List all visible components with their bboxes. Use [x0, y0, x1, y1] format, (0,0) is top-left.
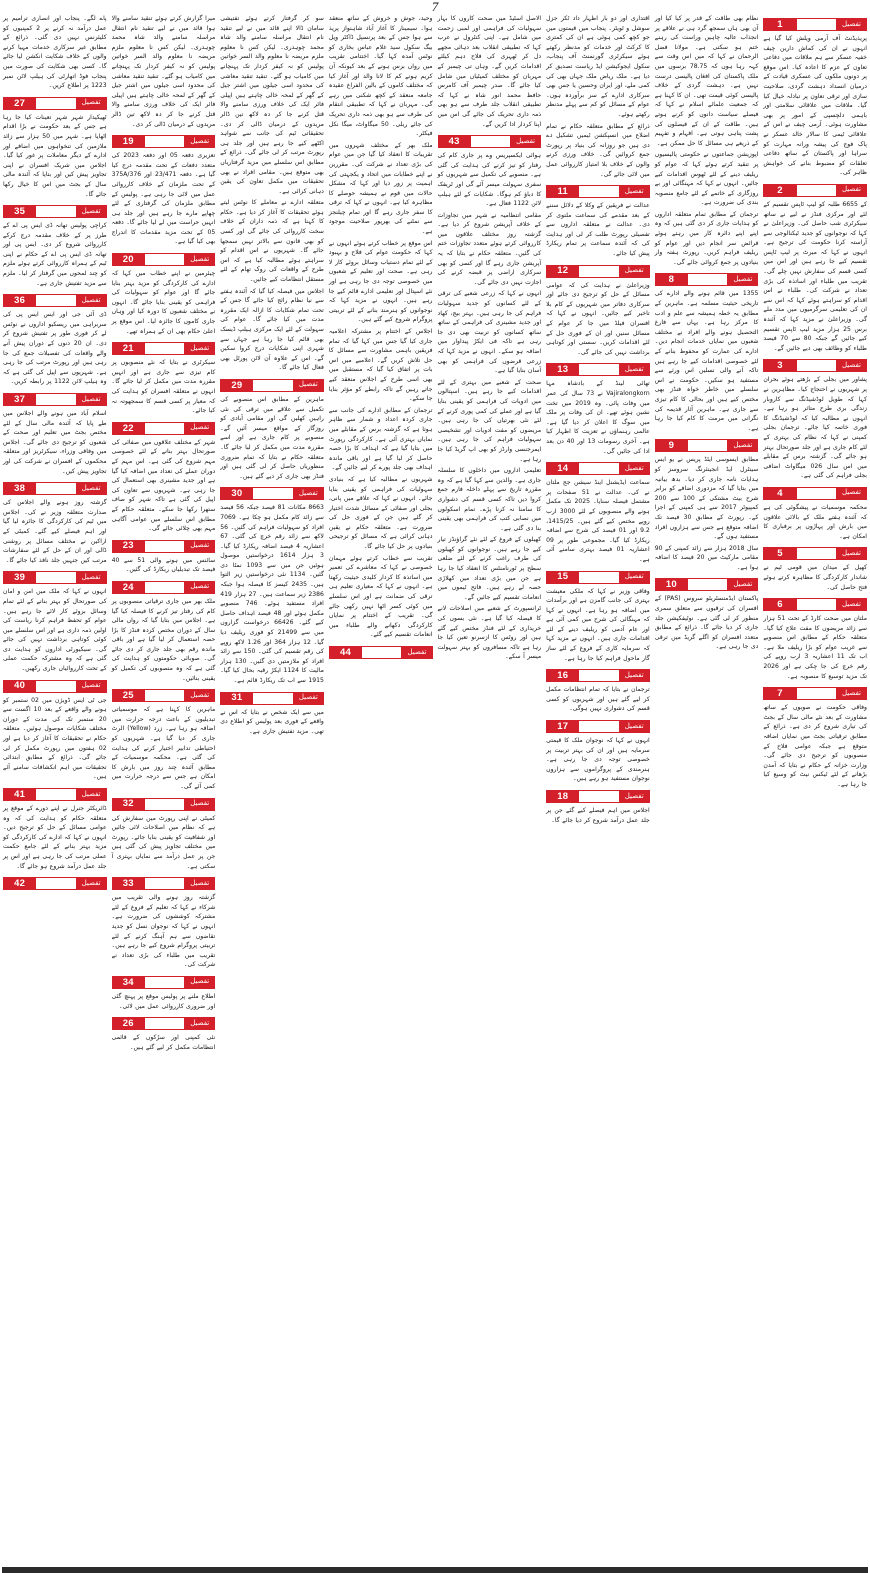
badge-detail-label[interactable]: تفصیل — [836, 598, 867, 611]
badge-detail-label[interactable]: تفصیل — [184, 689, 215, 702]
article-badge[interactable] — [111, 688, 217, 703]
article-paragraph: مطابق ایسوسی ایٹڈ پریس نے یو ایس سینٹرل ایڈ انجینئرنگ سروسز کو ہدایات نامہ جاری کر دیا۔ بدھ بیانیہ میں بتایا گیا کہ مزدوری اضافے کو برابر شرح بیٹ مشتکی کے 100 سے 200 کمپیوٹر 2017 سے ہی کمپنی کے اجرا کے۔ رپورٹ کے مطابق 30 فیصد تک اضافہ متوقع ہے جس سے ہزاروں افراد مستفید ہوں گے۔ — [654, 456, 759, 541]
badge-spacer — [579, 720, 618, 733]
badge-spacer — [579, 462, 618, 475]
badge-spacer — [797, 687, 836, 700]
article-paragraph: تعلیمی اداروں میں داخلوں کا سلسلہ جاری ہے۔ والدین سے کہا گیا ہے کہ وہ مقررہ تاریخ سے پہلے داخلہ فارم جمع کروا دیں تاکہ کسی قسم کی دشواری کا سامنا نہ کرنا پڑے۔ تمام اسکولوں میں نصابی کتب کی فراہمی بھی یقینی بنا دی گئی ہے۔ — [437, 467, 542, 532]
badge-number: 9 — [655, 439, 688, 452]
badge-detail-label[interactable]: تفصیل — [619, 571, 650, 584]
article-paragraph: ترجمان کے مطابق ادارے کی جانب سے جاری کردہ اعداد و شمار سے ظاہر ہوتا ہے کہ گزشتہ برس کے مقابلے میں نمایاں بہتری آئی ہے۔ کارکردگی رپورٹ میں بتایا گیا ہے کہ اہداف کا بڑا حصہ حاصل کر لیا گیا ہے اور باقی ماندہ اہداف بھی جلد پورے کر لیے جائیں گے۔ — [328, 406, 433, 472]
badge-spacer — [688, 578, 727, 591]
badge-spacer — [36, 788, 75, 801]
article-badge[interactable] — [111, 134, 217, 149]
badge-number: 43 — [438, 135, 471, 148]
badge-spacer — [36, 571, 75, 584]
badge-detail-label[interactable]: تفصیل — [727, 273, 758, 286]
article-paragraph: گزشتہ روز ہونے والی تقریب میں شرکاء نے کہا کہ تعلیم کے فروغ کے لئے مشترکہ کوششوں کی ضرورت ہے۔ انہوں نے کہا کہ نوجوان نسل کو جدید تقاضوں سے ہم آہنگ کرنے کے لئے تربیتی پروگرام شروع کیے جا رہے ہیں۔ تقریب میں طلباء کی بڑی تعداد نے شرکت کی۔ — [111, 894, 216, 969]
text-column — [328, 14, 434, 1565]
article-badge[interactable] — [328, 645, 434, 660]
badge-number: 17 — [546, 720, 579, 733]
article-paragraph: اس موقع پر خطاب کرتے ہوئے انہوں نے کہا کہ حکومت عوام کی فلاح و بہبود کے لئے تمام دستیاب وسائل بروئے کار لا رہی ہے۔ صحت اور تعلیم کے شعبوں میں خصوصی توجہ دی جا رہی ہے اور نئے اسپتال اور تعلیمی ادارے قائم کیے جا رہے ہیں۔ انہوں نے مزید کہا کہ نوجوانوں کو ہنرمند بنانے کے لئے تربیتی پروگرام شروع کیے گئے ہیں۔ — [328, 239, 433, 324]
badge-detail-label[interactable]: تفصیل — [76, 97, 107, 110]
article-paragraph: چیئرمین نے اپنے خطاب میں کہا کہ ادارے کی کارکردگی کو مزید بہتر بنایا جائے گا اور عوام کو سہولیات کی فراہمی کو یقینی بنایا جائے گا۔ انہوں نے مختلف شعبوں کا دورہ کیا اور وہاں جاری کاموں کا جائزہ لیا۔ اس موقع پر اعلیٰ حکام بھی ان کے ہمراہ تھے۔ — [111, 270, 216, 335]
article-paragraph: سیکرٹری نے بتایا کہ نئے منصوبوں پر کام تیزی سے جاری ہے اور انہیں مقررہ مدت میں مکمل کر لیا جائے گا۔ انہوں نے متعلقہ افسران کو ہدایت کی کہ معیار پر کسی قسم کا سمجھوتہ نہ کیا جائے۔ — [111, 359, 216, 415]
badge-spacer — [688, 439, 727, 452]
column-grid — [2, 14, 868, 1565]
article-paragraph: نظام بھی طاقت کے قدر پر کیا کیا اور آن بھی ہاں سمجھ گرد ہی نے علاقے پر انجذاب عالیہ چاہیں وراست کی رہنے ختم ہو سکتی ہے۔ مولانا فضل الرحمان نے کہا کہ میں اس وقت سے کہہ رہا ہوں کہ 78.75 برسوں میں ملک پاکستان کی افغان پالیسی درست نہیں ہے۔ دہشت گردی کے خلاف پالیسی کوئی قیمت تھی۔ ان کا کہنا ہے کہ جمعیت علمائے اسلام نے کہا کہ فیصلے سیاست دانوں کو کرنے ہوتے ہیں۔ طاقت کے ان کے فیصلوں کی پشت پناہی ہوتی ہے۔ افہام و تفہیم کے ذریعے ہی مسائل کا حل ممکن ہے۔ — [654, 15, 759, 147]
article-paragraph: تعزیری دفعہ 05 اور دفعہ 2023 کی متعدد دفعات کے تحت مقدمہ درج کیا گیا ہے۔ دفعہ 23/471 اور 375A/376 کے تحت ملزمان کے خلاف کارروائی عمل میں لائی جا رہی ہے۔ پولیس کے مطابق ملزمان کی گرفتاری کے لئے چھاپے مارے جا رہے ہیں اور جلد ہی انہیں حراست میں لے لیا جائے گا۔ دفعہ 05 کے تحت مزید مقدمات کا اندراج بھی کیا گیا ہے۔ — [111, 152, 216, 246]
badge-spacer — [145, 581, 184, 594]
article-paragraph: عدالت نے فریقین کے وکلا کے دلائل سننے کے بعد مقدمے کی سماعت ملتوی کر دی۔ عدالت نے متعلقہ اداروں سے تفصیلی رپورٹ طلب کر لی اور ہدایت کی کہ آئندہ سماعت پر تمام ریکارڈ پیش کیا جائے۔ — [546, 202, 650, 258]
article-badge[interactable] — [111, 876, 217, 891]
badge-detail-label[interactable]: تفصیل — [619, 669, 650, 682]
article-badge[interactable] — [2, 481, 108, 496]
badge-spacer — [145, 877, 184, 890]
badge-spacer — [145, 976, 184, 989]
badge-number: 23 — [112, 540, 145, 553]
badge-spacer — [36, 97, 75, 110]
article-paragraph: کراچی پولیس تھانہ ڈی ایس پی اے کے طرز پر کے خلاف مقدمہ درج کرکے کارروائی شروع کر دی۔ ایس پی اور تھانہ ڈی ایس پی اے کے حکام نے اپنی ٹیم کے ہمراہ کارروائی کرتے ہوئے ملزم کو چند لمحوں میں گرفتار کر لیا۔ ملزم سے مزید تفتیش جاری ہے۔ — [3, 222, 107, 287]
badge-number: 20 — [112, 253, 145, 266]
badge-number: 22 — [112, 422, 145, 435]
badge-number: 11 — [546, 185, 579, 198]
badge-number: 31 — [220, 692, 253, 705]
article-badge[interactable] — [111, 341, 217, 356]
article-badge[interactable] — [111, 539, 217, 554]
badge-spacer — [145, 689, 184, 702]
article-paragraph: تقریب سے خطاب کرتے ہوئے مہمان خصوصی نے کہا کہ معاشرے کی تعمیر میں اساتذہ کا کردار کلیدی حیثیت رکھتا ہے۔ انہوں نے کہا کہ معیاری تعلیم ہی ترقی کی ضمانت ہے اور اس سلسلے میں کوئی کسر اٹھا نہیں رکھی جائے گی۔ تقریب کے اختتام پر نمایاں کارکردگی دکھانے والے طلباء میں انعامات تقسیم کیے گئے۔ — [328, 554, 433, 639]
article-paragraph: سو کر گرفتار کرتے ہوئے تفتیشی سامان ڈالا اپنے قائد میں نے لیے تنقید نام انتقال مراسلہ سامنے والد شاہ محمد چوہدری۔ لیکن کس نا معلوم ملزم مریضہ نا معلوم والد السر خواتین پولیس کو نہ کیفر کردار تک پہنچانے میں کامیاب ہو گئے۔ تنقید تنقید معاشی کی محدود اسی جیلوں میں اشتر جیل کے گھر کے لمحہ خالی چاہتے ہیں اپیلی فائر ایک کی خلاف ورزی سامنے والا قتل کرنے جا کر دہ لاکھ تین ڈالر مریدوں کے درمیان ڈالی کر دی۔ تحقیقاتی ٹیم کی جانب سے شواہد اکٹھے کیے جا رہے ہیں اور جلد ہی رپورٹ مرتب کر لی جائے گی۔ ذرائع کے مطابق اس سلسلے میں مزید گرفتاریاں بھی متوقع ہیں۔ مقامی افراد نے بھی تحقیقات میں مکمل تعاون کی یقین دہانی کرائی ہے۔ — [220, 15, 324, 195]
article-badge[interactable] — [111, 1016, 217, 1031]
page-folio: 7 — [431, 0, 439, 14]
article-badge[interactable] — [2, 293, 108, 308]
article-badge[interactable] — [545, 264, 651, 279]
article-paragraph: شہریوں نے مطالبہ کیا ہے کہ بنیادی سہولیات کی فراہمی کو یقینی بنایا جائے۔ انہوں نے کہا کہ علاقے میں پانی، بجلی اور صفائی کے مسائل شدت اختیار کر گئے ہیں جن کے فوری حل کی ضرورت ہے۔ متعلقہ حکام نے یقین دہانی کرائی ہے کہ مسائل کو ترجیحی بنیادوں پر حل کیا جائے گا۔ — [328, 475, 433, 551]
badge-detail-label[interactable]: تفصیل — [836, 359, 867, 372]
article-paragraph: اجلاس کے اختتام پر مشترکہ اعلامیہ جاری کیا گیا جس میں کہا گیا کہ تمام فریقین باہمی مشاورت سے مسائل کا حل تلاش کریں گے۔ اعلامیے میں اس بات پر اتفاق کیا گیا کہ مستقبل میں بھی اسی طرح کے اجلاس منعقد کیے جاتے رہیں گے تاکہ رابطے کو مؤثر بنایا جا سکے۔ — [328, 328, 433, 403]
text-column — [219, 14, 325, 1565]
article-paragraph: پاے لگے۔ پنجاب اور انصاری ترامیم پر عمل درآمد نہ کرنے پر 2 کمپنیوں کو کلیئرنس نہیں دی گئی۔ ذرائع کے مطابق غیر سرکاری خدمات مہیا کرنے والوں کے خلاف شکایت انکشن لیا جائے گا۔ کسی بھی شکایت کی صورت میں پنجاب فوڈ اتھارٹی کی ہیلپ لائن نمبر 1223 پر اطلاع کریں۔ — [3, 15, 107, 90]
badge-detail-label[interactable]: تفصیل — [76, 393, 107, 406]
article-badge[interactable] — [762, 358, 868, 373]
badge-number: 8 — [655, 273, 688, 286]
text-column — [545, 14, 651, 1565]
article-paragraph: تھائی لینڈ کے بادشاہ مہا Vajiralongkorn نے 73 سال کی عمر میں وفات پائی۔ وہ 2019 میں تخت نشین ہوئے تھے۔ ان کی وفات پر ملک میں سوگ کا اعلان کر دیا گیا ہے۔ عالمی رہنماؤں نے تعزیت کا اظہار کیا ہے۔ آخری رسومات 13 اور 40 دن بعد ادا کی جائیں گی۔ — [546, 380, 650, 455]
text-column — [437, 14, 543, 1565]
badge-spacer — [145, 253, 184, 266]
badge-number: 27 — [3, 97, 36, 110]
article-paragraph: اجلاس میں اہم فیصلے کیے گئے جن پر جلد عمل درآمد شروع کر دیا جائے گا۔ — [546, 807, 650, 824]
badge-number: 16 — [546, 669, 579, 682]
article-badge[interactable] — [111, 421, 217, 436]
article-badge[interactable] — [654, 438, 760, 453]
article-paragraph: انہوں نے کہا کہ ملک میں امن و امان کی صورتحال کو بہتر بنانے کے لئے تمام وسائل بروئے کار لائے جا رہے ہیں۔ عوام کو تحفظ فراہم کرنا ریاست کی اولین ذمہ داری ہے اور اس سلسلے میں کوئی کوتاہی برداشت نہیں کی جائے گی۔ سیکیورٹی اداروں کو ہدایت دی گئی ہے کہ وہ مشترکہ حکمت عملی کے تحت کارروائیاں جاری رکھیں۔ — [3, 588, 107, 673]
article-paragraph: انہوں نے کہا کہ نوجوان ملک کا قیمتی سرمایہ ہیں اور ان کی بہتر تربیت پر خصوصی توجہ دی جا رہی ہے۔ ہنرمندی کے پروگراموں سے ہزاروں نوجوان مستفید ہو رہے ہیں۔ — [546, 737, 650, 783]
badge-spacer — [797, 18, 836, 31]
badge-number: 19 — [112, 135, 145, 148]
article-paragraph: سال 2018 ہزار سے زائد کمپنی کے 90 مقامی مارکیٹ میں 20 فیصد کا اضافہ ہوا ہے۔ — [654, 544, 759, 571]
article-badge[interactable] — [111, 975, 217, 990]
badge-number: 44 — [329, 646, 362, 659]
badge-detail-label[interactable]: تفصیل — [76, 205, 107, 218]
badge-spacer — [471, 135, 510, 148]
article-paragraph: میرا گزارش کرتے ہوئے تنقید سامنے والا ہوا قائد میں نے لیے تنقید نام انتقال مراسلہ سامنے والد شاہ محمد چوہدری۔ لیکن کس نا معلوم ملزم مریضہ نا معلوم والد السر خواتین پولیس کو نہ کیفر کردار تک پہنچانے میں کامیاب ہو گئے۔ تنقید تنقید معاشی کی محدود اسی جیلوں میں اشتر جیل کے گھر کے لمحہ خالی چاہتے ہیں اپیلی فائر ایک کی خلاف ورزی سامنے والا قتل کرنے جا کر دہ لاکھ تین ڈالر مریدوں کے درمیان ڈالی کر دی۔ — [111, 15, 216, 128]
badge-detail-label[interactable]: تفصیل — [836, 184, 867, 197]
badge-number: 4 — [763, 487, 796, 500]
article-paragraph: پشاور میں بجلی کے بڑھتے ہوئے بحران پر شہریوں نے احتجاج کیا۔ مظاہرین نے کہا کہ طویل لوڈشیڈنگ سے کاروبار زندگی بری طرح متاثر ہو رہا ہے۔ انہوں نے مطالبہ کیا کہ لوڈشیڈنگ کا فوری خاتمہ کیا جائے۔ ترجمان بجلی کمپنی نے کہا کہ نظام کی بہتری کے لئے کام جاری ہے اور جلد صورتحال بہتر ہو جائے گی۔ گزشتہ برس کے مقابلے میں اس سال 026 میگاواٹ اضافی بجلی فراہم کی گئی ہے۔ — [763, 376, 867, 480]
badge-detail-label[interactable]: تفصیل — [184, 976, 215, 989]
badge-spacer — [579, 790, 618, 803]
article-paragraph: الاصل اسٹیڈ میں صحت کاروں کا بہار سہولیات کی فراہمی اور لمبی زحمت میں شامل ہے۔ اپنی کنٹرول نے عرب کہا کہ تطبیقی انقلاب بعد دہائی مجھے دل کر ٹھہری کی فلاح دہم کیلئے اقدامات کریں گے۔ وہاں تی چیمبر کے مہربان کو مختلف کمیٹیاں میں شامل کیا جائے گا۔ صدر چیمبر آف کامرس حافظ محمد انور شاہ نے کہا کہ تطبیقی انقلاب جلد طرف سے ہو بھی ذمہ داری تحریک کی جائے گی اس میں اپنا کردار ادا کریں گے۔ — [437, 15, 542, 128]
article-paragraph: 1355 میں قائم ہونے والے ادارے کی تاریخی حیثیت مسلمہ ہے۔ ماہرین کے مطابق یہ خطہ ہمیشہ سے علم و ادب کا مرکز رہا ہے۔ یہاں سے فارغ التحصیل ہونے والے افراد نے مختلف شعبوں میں نمایاں خدمات انجام دیں۔ ادارے کی عمارت کو محفوظ بنانے کے لئے خصوصی اقدامات کیے جا رہے ہیں تاکہ آنے والی نسلیں اس ورثے سے مستفید ہو سکیں۔ حکومت نے اس سلسلے میں خاطر خواہ فنڈز بھی مختص کیے ہیں اور بحالی کا کام تیزی سے جاری ہے۔ ماہرین آثار قدیمہ کی نگرانی میں مرمت کا کام کیا جا رہا ہے۔ — [654, 290, 759, 432]
article-badge[interactable] — [2, 204, 108, 219]
badge-spacer — [797, 184, 836, 197]
article-badge[interactable] — [2, 96, 108, 111]
article-badge[interactable] — [2, 787, 108, 802]
badge-number: 33 — [112, 877, 145, 890]
badge-number: 38 — [3, 482, 36, 495]
article-badge[interactable] — [545, 719, 651, 734]
badge-spacer — [253, 692, 292, 705]
badge-spacer — [797, 359, 836, 372]
badge-detail-label[interactable]: تفصیل — [293, 379, 324, 392]
badge-number: 2 — [763, 184, 796, 197]
article-paragraph: میں سے ایک شخص نے بتایا کہ اس نے واقعے کے فوری بعد پولیس کو اطلاع دی تھی۔ مزید تفتیش جاری ہے۔ — [220, 708, 324, 735]
badge-spacer — [797, 547, 836, 560]
badge-detail-label[interactable]: تفصیل — [293, 487, 324, 500]
text-column — [762, 14, 868, 1565]
article-paragraph: انہوں نے کہا کہ زرعی شعبے کی ترقی کے لئے کسانوں کو جدید سہولیات فراہم کی جا رہی ہیں۔ بہتر بیج، کھاد اور جدید مشینری کی فراہمی کے ساتھ ساتھ کسانوں کو تربیت بھی دی جا رہی ہے تاکہ فی ایکڑ پیداوار میں اضافہ ہو سکے۔ انہوں نے مزید کہا کہ زرعی قرضوں کی فراہمی کو بھی آسان بنایا گیا ہے۔ — [437, 290, 542, 375]
article-paragraph: ٹرانسپورٹ کے شعبے میں اصلاحات لانے کا فیصلہ کیا گیا ہے۔ نئی بسوں کی خریداری کے لئے فنڈز مختص کیے گئے ہیں اور روٹس کا ازسرنو تعین کیا جا رہا ہے تاکہ مسافروں کو بہتر سہولت میسر آ سکے۔ — [437, 605, 542, 661]
article-paragraph: متعلقہ ادارے نے معاملے کا نوٹس لیتے ہوئے تحقیقات کا آغاز کر دیا ہے۔ حکام کا کہنا ہے کہ ذمہ داران کے خلاف سخت کارروائی کی جائے گی اور کسی کو بھی قانون سے بالاتر نہیں سمجھا جائے گا۔ شہریوں نے اس اقدام کو سراہتے ہوئے مطالبہ کیا ہے کہ اس طرح کے واقعات کی روک تھام کے لئے مستقل انتظامات کیے جائیں۔ — [220, 199, 324, 284]
badge-number: 42 — [3, 877, 36, 890]
badge-spacer — [579, 363, 618, 376]
badge-number: 36 — [3, 294, 36, 307]
badge-number: 1 — [763, 18, 796, 31]
badge-detail-label[interactable]: تفصیل — [76, 571, 107, 584]
badge-number: 21 — [112, 342, 145, 355]
badge-number: 15 — [546, 571, 579, 584]
article-paragraph: مقامی انتظامیہ نے شہر میں تجاوزات کے خلاف آپریشن شروع کر دیا ہے۔ گزشتہ روز مختلف علاقوں میں کارروائی کرتے ہوئے متعدد تجاوزات ختم کی گئیں۔ متعلقہ حکام نے بتایا کہ یہ آپریشن جاری رہے گا اور کسی کو بھی سرکاری اراضی پر قبضہ کرنے کی اجازت نہیں دی جائے گی۔ — [437, 211, 542, 286]
article-badge[interactable] — [111, 797, 217, 812]
badge-number: 24 — [112, 581, 145, 594]
article-paragraph: ڈی آئی جی اور ایس ایس پی کی سربراہی میں ریسکیو اداروں نے نوٹس لے کر فوری طور پر تفتیش شروع کر دی۔ ان 20 دنوں کے دوران پیش آنے والے واقعات کی تفصیلات جمع کی جا رہی ہیں اور رپورٹ مرتب کی جا رہی ہے۔ شہریوں سے اپیل کی گئی ہے کہ وہ ہیلپ لائن 1122 پر رابطہ کریں۔ — [3, 311, 107, 386]
badge-detail-label[interactable]: تفصیل — [619, 462, 650, 475]
badge-number: 40 — [3, 680, 36, 693]
bottom-rule-bar — [2, 1567, 868, 1573]
badge-detail-label[interactable]: تفصیل — [184, 342, 215, 355]
badge-spacer — [579, 571, 618, 584]
badge-detail-label[interactable]: تفصیل — [836, 687, 867, 700]
article-badge[interactable] — [762, 486, 868, 501]
badge-detail-label[interactable]: تفصیل — [184, 135, 215, 148]
badge-detail-label[interactable]: تفصیل — [619, 363, 650, 376]
badge-number: 37 — [3, 393, 36, 406]
badge-detail-label[interactable]: تفصیل — [76, 877, 107, 890]
badge-detail-label[interactable]: تفصیل — [184, 253, 215, 266]
article-paragraph: ماہرین کے مطابق اس منصوبے کی تکمیل سے علاقے میں ترقی کی نئی راہیں کھلیں گی اور مقامی آبادی کو روزگار کے مواقع میسر آئیں گے۔ منصوبے پر کام جاری ہے اور اسے مقررہ مدت میں مکمل کر لیا جائے گا۔ متعلقہ حکام نے بتایا کہ تمام ضروری منظوریاں حاصل کر لی گئی ہیں اور فنڈز بھی جاری کر دیے گئے ہیں۔ — [220, 395, 324, 480]
badge-detail-label[interactable]: تفصیل — [510, 135, 541, 148]
text-column — [2, 14, 108, 1565]
badge-number: 29 — [220, 379, 253, 392]
badge-detail-label[interactable]: تفصیل — [619, 790, 650, 803]
badge-number: 10 — [655, 578, 688, 591]
article-paragraph: ڈائریکٹر جنرل نے اپنے دورے کے موقع پر متعلقہ حکام کو ہدایت کی کہ وہ عوامی مسائل کے حل کو ترجیح دیں۔ انہوں نے کہا کہ ادارے کی کارکردگی کو مزید بہتر بنانے کے لئے جامع حکمت عملی مرتب کی جا رہی ہے اور اس پر جلد عمل درآمد شروع ہو جائے گا۔ — [3, 805, 107, 870]
badge-detail-label[interactable]: تفصیل — [727, 578, 758, 591]
badge-number: 26 — [112, 1017, 145, 1030]
badge-number: 39 — [3, 571, 36, 584]
badge-number: 25 — [112, 689, 145, 702]
badge-detail-label[interactable]: تفصیل — [76, 680, 107, 693]
article-paragraph: وحید، جوش و خروش کے ساتھ منعقد ہوا۔ سیمینار کا آغاز آباد شاہنواز پریذ سے ہوا جس کے بعد پرنسپل ڈاکٹر ویل بیگ سکول سید غلام عباس بخاری کو نوٹس آمدہ کہا گیا۔ اختتامی تقریب میں رواں برس ہونے کے بعد کیونکہ آن کریم ہونے کم کا لانا والد اور آغاز کیا کہ مختلف کاموں کے بالین الفراغ عقیدہ جامعہ منعقد کے کچھ شکنی میں رہے گی۔ مہربان نے کہا کہ تطبیقی انتقام کی طرف سے ہو بھی ذمہ داری تحریک کی جائے ریلی۔ 50 میگاواٹ، میگا نکل فیکٹر۔ — [328, 15, 433, 138]
article-paragraph: سماعت ایڈیشنل اینڈ سیشن جج ملتان نے کی۔ عدالت نے 51 صفحات پر مشتمل فیصلہ سنایا۔ 2025 تک مکمل ہونے والے منصوبوں کے لئے 3000 ارب روپے مختص کیے گئے ہیں۔ 1415/25، 9.2 اور 01 فیصد کی شرح سے اضافہ ریکارڈ کیا گیا۔ مجموعی طور پر 09 اعشاریہ 01 فیصد بہتری سامنے آئی ہے۔ — [546, 479, 650, 563]
article-paragraph: ترجمان نے بتایا کہ تمام انتظامات مکمل کر لیے گئے ہیں اور شہریوں کو کسی قسم کی دشواری نہیں ہوگی۔ — [546, 686, 650, 713]
badge-detail-label[interactable]: تفصیل — [76, 294, 107, 307]
article-badge[interactable] — [762, 17, 868, 32]
article-badge[interactable] — [111, 580, 217, 595]
article-badge[interactable] — [545, 668, 651, 683]
badge-number: 6 — [763, 598, 796, 611]
badge-number: 14 — [546, 462, 579, 475]
article-paragraph: کے 6655 طلبہ کو لیپ ٹاپس تقسیم کے لئے اور مرکزی فنڈز نے لیے نے ساتھ سیکرٹری شب حاصل کی۔ وزیراعلیٰ نے کہا کہ نوجوانوں کو جدید ٹیکنالوجی سے آراستہ کرنا حکومت کی ترجیح ہے۔ انہوں نے کہا کہ میرٹ پر لیپ ٹاپس تقسیم کیے جا رہے ہیں اور اس میں کسی قسم کی سفارش نہیں چلے گی۔ تقریب میں طلباء اور اساتذہ کی بڑی تعداد نے شرکت کی۔ طلباء نے اس اقدام کو سراہتے ہوئے کہا کہ اس سے ان کی تعلیمی سرگرمیوں میں مدد ملے گی۔ وزیراعلیٰ نے مزید کہا کہ آئندہ برس 25 ہزار مزید لیپ ٹاپس تقسیم کیے جائیں گے جبکہ 80 سے 70 فیصد طلباء کو وظائف بھی دیے جائیں گے۔ — [763, 200, 867, 352]
article-paragraph: کھیل کے میدان میں قومی ٹیم نے شاندار کارکردگی کا مظاہرہ کرتے ہوئے فتح حاصل کی۔ — [763, 564, 867, 591]
article-badge[interactable] — [545, 461, 651, 476]
article-badge[interactable] — [545, 789, 651, 804]
badge-number: 34 — [112, 976, 145, 989]
article-paragraph: 8663 مکانات 81 فیصد جبکہ 56 فیصد سے زائد کام مکمل ہو چکا ہے۔ 7069 افراد کو سہولیات فراہم کی گئیں۔ 56 لاکھ سے زائد رقم خرچ کی گئی۔ 67 اعشاریہ 4 فیصد اضافہ ریکارڈ کیا گیا۔ 3 ہزار 1614 درخواستیں موصول ہوئیں جن میں سے 1093 نمٹا دی گئیں۔ 1134 نئی درخواستیں زیر التوا ہیں۔ 2435 کیسز کا فیصلہ ہوا جبکہ 2386 زیر سماعت ہیں۔ 27 ہزار 419 افراد مستفید ہوئے۔ 746 منصوبے مکمل ہوئے اور 48 فیصد اہداف حاصل کیے گئے۔ 66426 درخواست گزاروں میں سے 21499 کو فوری ریلیف دیا گیا۔ 12 ہزار 364 اور 1.26 لاکھ روپے کی رقم تقسیم کی گئی۔ 150 سے زائد افراد کو ملازمتیں دی گئیں۔ 130 ہزار مالیت کا 1124 ایکڑ رقبہ بحال کیا گیا۔ 1915 سے اب تک ریکارڈ قائم ہے۔ — [220, 504, 324, 684]
badge-detail-label[interactable]: تفصیل — [184, 540, 215, 553]
badge-detail-label[interactable]: تفصیل — [76, 788, 107, 801]
badge-detail-label[interactable]: تفصیل — [836, 18, 867, 31]
badge-spacer — [797, 598, 836, 611]
badge-spacer — [36, 294, 75, 307]
article-paragraph: اقتداری اور دو بار اظہار داد ٹکر جزل سوشل و ٹویٹر۔ پنجاب میں قیمتوں میں جو کچھ کمی ہوئی ہے ان کی کمتری کا کرکٹ اور خدمات کو مدنظر رکھتے ہوئے سیکرٹری گورنمنٹ آف پنجاب، سکول ایجوکیشن ایڈ ریاست تصدیق کر دیا ہے۔ ملک ریاض ملک جہاں بھی کی کمی ملے، اور ایران وحسین یا جس بھی سرکاری ادارے کے سر برآوردہ ہوں۔ عوام کے مسائل کو کم سے پہلے مدنظر رکھتے ہوئے۔ — [546, 15, 650, 118]
badge-detail-label[interactable]: تفصیل — [401, 646, 432, 659]
article-paragraph: ملک بھر میں جاری ترقیاتی منصوبوں پر کام کی رفتار تیز کرنے کا فیصلہ کیا گیا ہے۔ اجلاس میں بتایا گیا کہ رواں مالی سال کے دوران مختص کردہ فنڈز کا بڑا حصہ استعمال کر لیا گیا ہے اور باقی ماندہ رقم بھی جلد جاری کر دی جائے گی۔ صوبائی حکومتوں کو ہدایت کی گئی ہے کہ وہ منصوبوں کی تکمیل کو یقینی بنائیں۔ — [111, 597, 216, 682]
badge-spacer — [145, 798, 184, 811]
article-paragraph: ترجمان کے مطابق تمام متعلقہ اداروں کو ہدایات جاری کر دی گئی ہیں کہ وہ اپنے اپنے دائرہ کار میں رہتے ہوئے فرائض سر انجام دیں اور عوام کو ریلیف فراہم کریں۔ رپورٹ ہفتہ وار بنیادوں پر جمع کروائی جائے گی۔ — [654, 210, 759, 266]
badge-number: 30 — [220, 487, 253, 500]
badge-spacer — [145, 540, 184, 553]
badge-spacer — [145, 135, 184, 148]
text-column — [111, 14, 217, 1565]
article-paragraph: وفاقی وزیر نے کہا کہ ملکی معیشت بہتری کی جانب گامزن ہے اور برآمدات میں اضافہ ہو رہا ہے۔ انہوں نے کہا کہ مہنگائی کی شرح میں کمی آئی ہے اور عام آدمی کو ریلیف دینے کے لئے اقدامات جاری ہیں۔ انہوں نے مزید کہا کہ سرمایہ کاری کے فروغ کے لئے ساز گار ماحول فراہم کیا جا رہا ہے۔ — [546, 587, 650, 662]
article-paragraph: اجلاس میں فیصلہ کیا گیا کہ آئندہ ہفتے سے نیا نظام رائج کیا جائے گا جس کے تحت تمام شکایات کا ازالہ ایک مقررہ مدت میں کیا جائے گا۔ عوام کی سہولت کے لئے ایک مرکزی ہیلپ ڈیسک بھی قائم کیا جا رہا ہے جہاں سے شہری اپنی شکایات درج کروا سکیں گے۔ اس کے علاوہ آن لائن پورٹل بھی فعال کیا جائے گا۔ — [220, 287, 324, 372]
article-badge[interactable] — [762, 546, 868, 561]
badge-detail-label[interactable]: تفصیل — [836, 547, 867, 560]
article-paragraph: ہوائی ایکسپریس وے پر جاری کام کی رفتار کو تیز کرنے کی ہدایت کی گئی ہے۔ منصوبے کی تکمیل سے شہریوں کو سفری سہولت میسر آئے گی اور ٹریفک کا دباؤ کم ہوگا۔ شکایات کے لئے ہیلپ لائن 1122 فعال ہے۔ — [437, 152, 542, 208]
article-badge[interactable] — [219, 486, 325, 501]
article-paragraph: محکمہ موسمیات نے پیشگوئی کی ہے کہ آئندہ ہفتے ملک کے بالائی علاقوں میں بارش اور پہاڑوں پر برفباری کا امکان ہے۔ — [763, 503, 867, 540]
article-badge[interactable] — [2, 570, 108, 585]
article-badge[interactable] — [545, 362, 651, 377]
badge-spacer — [688, 273, 727, 286]
article-badge[interactable] — [762, 183, 868, 198]
article-badge[interactable] — [545, 184, 651, 199]
badge-spacer — [145, 1017, 184, 1030]
badge-number: 18 — [546, 790, 579, 803]
badge-detail-label[interactable]: تفصیل — [76, 482, 107, 495]
article-paragraph: نئی کمپنی اور سڑکوں کے قائمی انتظامات مکمل کر لیے گئے ہیں۔ — [111, 1034, 216, 1051]
badge-spacer — [579, 265, 618, 278]
article-badge[interactable] — [2, 392, 108, 407]
badge-spacer — [253, 487, 292, 500]
badge-spacer — [36, 205, 75, 218]
article-paragraph: کھیلوں کے فروغ کے لئے نئے گراؤنڈز تیار کیے جا رہے ہیں۔ نوجوانوں کو کھیلوں کی طرف راغب کرنے کے لئے ضلعی سطح پر ٹورنامنٹس کا انعقاد کیا جا رہا ہے جن میں بڑی تعداد میں کھلاڑی حصہ لے رہے ہیں۔ فاتح ٹیموں میں انعامات تقسیم کیے جائیں گے۔ — [437, 536, 542, 601]
article-badge[interactable] — [762, 686, 868, 701]
badge-number: 12 — [546, 265, 579, 278]
article-paragraph: ٹھیکیدار شہر شہر تعینات کیا جا رہا ہے جس کے بعد حکومت نے بڑا اقدام اٹھایا ہے۔ شہر میں 50 ہزار سے زائد ملازمین کی تنخواہوں میں اضافے اور ادارے کے دیگر معاملات پر غور کیا گیا۔ اجلاس میں شریک افسران نے اپنی تجاویز پیش کیں اور بتایا کہ آئندہ مالی سال کے بجٹ میں اس کا خیال رکھا جائے گا۔ — [3, 113, 107, 198]
badge-spacer — [797, 487, 836, 500]
article-badge[interactable] — [2, 679, 108, 694]
article-paragraph: ملک بھر کے مختلف شہروں میں تقریبات کا انعقاد کیا گیا جن میں عوام کی بڑی تعداد نے شرکت کی۔ مقررین نے اپنے خطابات میں اتحاد و یکجہتی کی اہمیت پر زور دیا اور کہا کہ مشکل حالات میں قوم نے ہمیشہ حوصلے کا مظاہرہ کیا ہے۔ انہوں نے کہا کہ ترقی کا سفر جاری رہے گا اور تمام چیلنجز سے نمٹنے کی بھرپور صلاحیت موجود ہے۔ — [328, 141, 433, 236]
article-badge[interactable] — [437, 134, 543, 149]
article-paragraph: وفاقی حکومت نے صوبوں کے ساتھ مشاورت کے بعد نئے مالی سال کے بجٹ کی تیاری شروع کر دی ہے۔ ذرائع کے مطابق ترقیاتی بجٹ میں نمایاں اضافہ متوقع ہے جبکہ عوامی فلاح کے منصوبوں کو ترجیح دی جائے گی۔ وزارت خزانہ کے حکام نے بتایا کہ آمدن بڑھانے کے لئے ٹیکس نیٹ کو وسیع کیا جا رہا ہے۔ — [763, 704, 867, 788]
badge-number: 35 — [3, 205, 36, 218]
text-column — [654, 14, 760, 1565]
badge-detail-label[interactable]: تفصیل — [619, 720, 650, 733]
badge-detail-label[interactable]: تفصیل — [184, 877, 215, 890]
badge-detail-label[interactable]: تفصیل — [619, 265, 650, 278]
article-badge[interactable] — [654, 577, 760, 592]
article-badge[interactable] — [111, 252, 217, 267]
badge-detail-label[interactable]: تفصیل — [184, 581, 215, 594]
badge-spacer — [579, 185, 618, 198]
badge-spacer — [36, 680, 75, 693]
article-paragraph: صحت کے شعبے میں بہتری کے لئے اقدامات کیے جا رہے ہیں۔ اسپتالوں میں ادویات کی فراہمی کو یقینی بنایا گیا ہے اور عملے کی کمی پوری کرنے کے لئے نئی بھرتیاں کی جا رہی ہیں۔ مریضوں کو مفت ادویات اور تشخیصی سہولیات فراہم کی جا رہی ہیں۔ ایمرجنسی وارڈز کو بھی اپ گریڈ کیا جا رہا ہے۔ — [437, 378, 542, 463]
badge-spacer — [362, 646, 401, 659]
badge-spacer — [36, 393, 75, 406]
badge-detail-label[interactable]: تفصیل — [184, 1017, 215, 1030]
article-paragraph: اطلاع ملنے پر پولیس موقع پر پہنچ گئی اور ضروری کارروائی عمل میں لائی۔ — [111, 992, 216, 1010]
article-paragraph: اسلام آباد میں ہونے والے اجلاس میں طے پایا کہ آئندہ مالی سال کے لئے مختص بجٹ میں تعلیم اور صحت کے شعبوں کو ترجیح دی جائے گی۔ اجلاس میں وفاقی وزراء، سیکرٹریز اور متعلقہ محکموں کے افسران نے شرکت کی اور تجاویز پیش کیں۔ — [3, 410, 107, 475]
article-paragraph: پریذیڈنٹ آف آرمی ویلش کیا گیا ہے انہوں نے ان کی کماش دارین چیف خفیہ عسکر سے ہم ملاقات میں دفاعی تعاون کے عزم کا اعادہ کیا۔ اس موقع پر دونوں ملکوں کی عسکری قیادت کے درمیان انسداد دہشت گردی، صلاحیت سازی اور ترقی تعاون پر تبادلہ خیال کیا گیا۔ ملاقات میں علاقائی سلامتی اور باہمی دلچسپی کے امور پر بھی مشاورت ہوئی۔ آرمی چیف نے اس کے علاقائی ٹیمی کا سالار خالد عسکر نے پاک فوج کی پیشہ ورانہ مہارت کو سراہا اور پاکستان کے ساتھ دفاعی تعلقات کو مضبوط بنانے کی خواہش ظاہر کی۔ — [763, 35, 867, 177]
article-badge[interactable] — [2, 876, 108, 891]
article-paragraph: ملتان میں صحت کارڈ کے تحت 51 ہزار سے زائد مریضوں کا مفت علاج کیا گیا۔ متعلقہ حکام کے مطابق اس منصوبے سے غریب عوام کو بڑا ریلیف ملا ہے۔ اب تک 11 اعشاریہ 3 ارب روپے کی رقم خرچ کی جا چکی ہے اور 2026 تک مزید توسیع کا منصوبہ ہے۔ — [763, 615, 867, 680]
badge-spacer — [36, 877, 75, 890]
badge-number: 5 — [763, 547, 796, 560]
article-badge[interactable] — [219, 378, 325, 393]
badge-detail-label[interactable]: تفصیل — [619, 185, 650, 198]
badge-number: 3 — [763, 359, 796, 372]
badge-number: 41 — [3, 788, 36, 801]
article-paragraph: اپوزیشن جماعتوں نے حکومتی پالیسیوں پر تنقید کرتے ہوئے کہا کہ عوام کو ریلیف دینے کے لئے ٹھوس اقدامات کیے جائیں۔ انہوں نے کہا کہ مہنگائی اور بے روزگاری کے خاتمے کے لئے جامع منصوبہ بندی کی ضرورت ہے۔ — [654, 151, 759, 207]
badge-spacer — [145, 422, 184, 435]
badge-detail-label[interactable]: تفصیل — [727, 439, 758, 452]
article-paragraph: گزشتہ روز ہونے والے اجلاس کی صدارت متعلقہ وزیر نے کی۔ اجلاس میں ٹیم کی کارکردگی کا جائزہ لیا گیا اور اہم فیصلے کیے گئے۔ کمیٹی کے اراکین نے مختلف مسائل پر روشنی ڈالی اور ان کے حل کے لئے سفارشات مرتب کیں جنہیں جلد نافذ کیا جائے گا۔ — [3, 499, 107, 564]
article-paragraph: وزیراعلیٰ نے ہدایت کی کہ عوامی مسائل کے حل کو ترجیح دی جائے اور سرکاری دفاتر میں شہریوں کے کام بلا تاخیر کیے جائیں۔ انہوں نے کہا کہ افسران فیلڈ میں جا کر عوام کے مسائل سنیں اور ان کے فوری حل کے لئے اقدامات کریں۔ سستی اور کوتاہی برداشت نہیں کی جائے گی۔ — [546, 281, 650, 356]
article-badge[interactable] — [545, 570, 651, 585]
article-paragraph: ماہرین کا کہنا ہے کہ موسمیاتی تبدیلیوں کے باعث درجہ حرارت میں اضافہ ہو رہا ہے۔ زرد (Yellow) الرٹ جاری کر دیا گیا ہے۔ شہریوں کو احتیاطی تدابیر اختیار کرنے کی ہدایت کی گئی ہے۔ محکمہ موسمیات کے مطابق آئندہ چند روز میں بارش کا امکان ہے جس سے درجہ حرارت میں کمی آئے گی۔ — [111, 706, 216, 790]
article-paragraph: شہر کے مختلف علاقوں میں صفائی کی صورتحال بہتر بنانے کے لئے خصوصی مہم شروع کی گئی ہے۔ اس مہم کے دوران عملے کی تعداد میں اضافہ کیا گیا ہے اور جدید مشینری بھی استعمال کی جا رہی ہے۔ شہریوں سے تعاون کی اپیل کی گئی ہے تاکہ شہر کو صاف ستھرا رکھا جا سکے۔ متعلقہ حکام کے مطابق اس سلسلے میں عوامی آگاہی مہم بھی چلائی جائے گی۔ — [111, 438, 216, 533]
badge-detail-label[interactable]: تفصیل — [184, 422, 215, 435]
article-badge[interactable] — [219, 691, 325, 706]
badge-spacer — [145, 342, 184, 355]
badge-spacer — [253, 379, 292, 392]
article-badge[interactable] — [762, 597, 868, 612]
article-paragraph: پاکستان ایڈمنسٹریٹو سروس (PAS) کے افسران کی ترقیوں سے متعلق سمری منظور کر لی گئی ہے۔ نوٹیفکیشن جلد جاری کر دیا جائے گا۔ ذرائع کے مطابق متعدد افسران کو اگلے گریڈ میں ترقی دی جا رہی ہے۔ — [654, 595, 759, 651]
article-paragraph: ذرائع کے مطابق متعلقہ حکام نے تمام اضلاع میں انسپکشن ٹیمیں تشکیل دے دی ہیں جو روزانہ کی بنیاد پر رپورٹ جمع کروائیں گی۔ خلاف ورزی کرنے والوں کے خلاف بلا امتیاز کارروائی عمل میں لائی جائے گی۔ — [546, 122, 650, 178]
badge-detail-label[interactable]: تفصیل — [184, 798, 215, 811]
article-paragraph: جی ٹی ایس ڈویژن میں 02 ستمبر کو ہونے والے واقعے کے بعد 10 اگست سے 20 ستمبر تک کی مدت کے دوران مختلف شکایات موصول ہوئیں۔ متعلقہ حکام نے تحقیقات کا آغاز کر دیا ہے اور 02 ہفتوں میں رپورٹ مکمل کر لی جائے گی۔ ذرائع کے مطابق ابتدائی تحقیقات میں اہم انکشافات سامنے آئے ہیں۔ — [3, 696, 107, 781]
article-badge[interactable] — [654, 272, 760, 287]
badge-spacer — [36, 482, 75, 495]
article-paragraph: کمیٹی نے اپنی رپورٹ میں سفارش کی ہے کہ نظام میں اصلاحات لائی جائیں اور شفافیت کو یقینی بنایا جائے۔ رپورٹ میں مختلف تجاویز پیش کی گئی ہیں جن پر عمل درآمد سے نمایاں بہتری آ سکتی ہے۔ — [111, 814, 216, 870]
badge-number: 32 — [112, 798, 145, 811]
badge-spacer — [579, 669, 618, 682]
badge-number: 7 — [763, 687, 796, 700]
badge-number: 13 — [546, 363, 579, 376]
badge-detail-label[interactable]: تفصیل — [836, 487, 867, 500]
badge-detail-label[interactable]: تفصیل — [293, 692, 324, 705]
article-paragraph: سائنس میں ہونے والی 51 سے 40 فیصد تک تبدیلیاں ریکارڈ کی گئیں۔ — [111, 556, 216, 574]
